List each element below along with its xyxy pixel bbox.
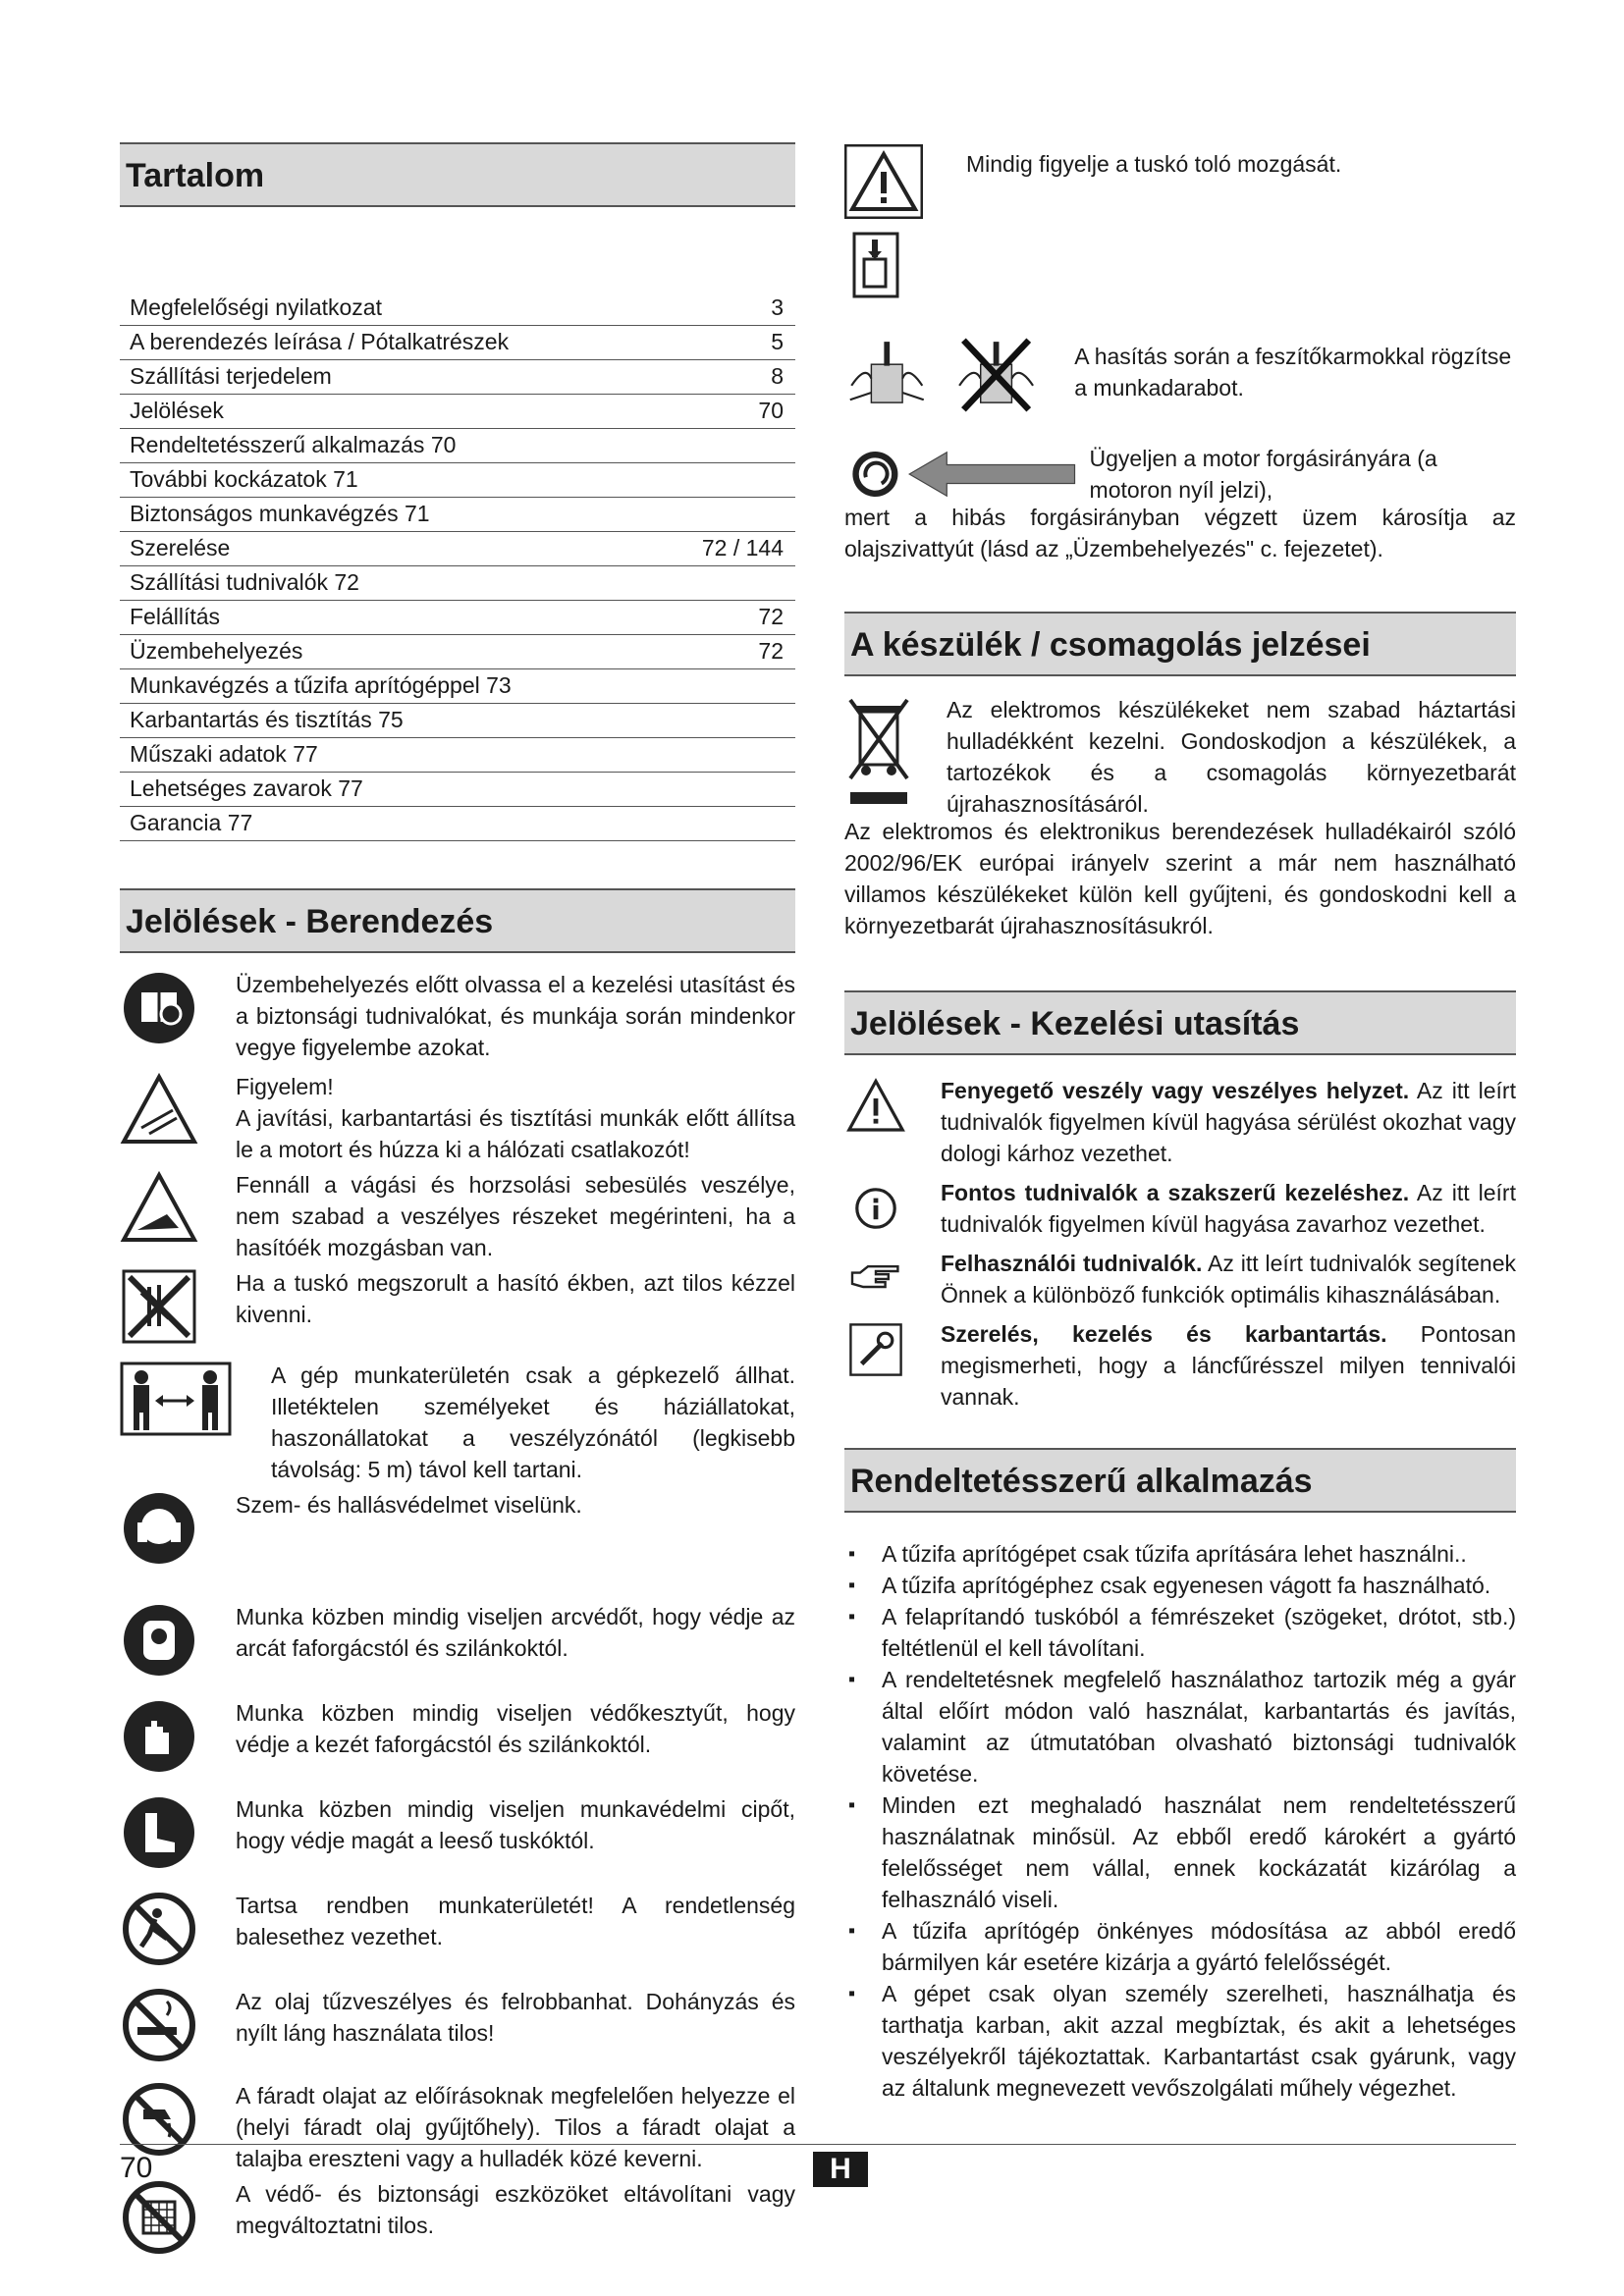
toc-entry-label: A berendezés leírása / Pótalkatrészek (130, 329, 510, 354)
manual-mark-text: Az itt leírt tudnivalók figyelmen kívül hagyása sérülést okozhat vagy dologi kárhoz vezethet. (941, 1078, 1516, 1166)
toc-entry[interactable] (120, 773, 795, 807)
manual-mark-text: Pontosan megismerheti, hogy a láncfűrésszel milyen tennivalói vannak. (941, 1321, 1516, 1410)
manual-mark-bold: Fontos tudnivalók a szakszerű kezeléshez. (941, 1180, 1410, 1205)
clamp-correct-icon (844, 321, 930, 429)
symbol-text: Tartsa rendben munkaterületét! A rendetlenség balesethez vezethet. (236, 1893, 795, 1949)
symbol-text: Munka közben mindig viseljen védőkesztyűt, hogy védje a kezét faforgácstól és szilánkoktól. (236, 1700, 795, 1757)
toc-entry[interactable] (120, 566, 795, 601)
no-guard-removal-icon (120, 2178, 198, 2257)
info-icon (844, 1177, 907, 1240)
toc-entry-label: Rendeltetésszerű alkalmazás 70 (130, 432, 457, 457)
toc-entry[interactable] (120, 326, 795, 360)
symbol-text: Üzembehelyezés előtt olvassa el a kezelési utasítást és a biztonsági tudnivalókat, és munkája során mindenkor vegye figyelembe azokat. (236, 972, 795, 1060)
toc-entry[interactable] (120, 601, 795, 635)
page-number: 70 (120, 2152, 153, 2184)
intended-use-list (844, 1538, 1516, 2104)
toc-title: Tartalom (120, 142, 795, 207)
symbol-heading: Figyelem! (236, 1074, 334, 1099)
warning-unplug-icon (120, 1071, 198, 1149)
toc-entry-page: 70 (758, 398, 784, 423)
toc-entry-label: Szállítási tudnivalók 72 (130, 569, 359, 595)
symbol-item (120, 1697, 795, 1776)
toc-entry[interactable] (120, 395, 795, 429)
toc-entry-label: Munkavégzés a tűzifa aprítógéppel 73 (130, 672, 512, 698)
toc-entry[interactable] (120, 429, 795, 463)
rotation-text-2: mert a hibás forgásirányban végzett üzem károsítja az olajszivattyút (lásd az „Üzembehelyezés" c. fejezetet). (844, 505, 1516, 561)
toc-entry-label: Lehetséges zavarok 77 (130, 775, 363, 801)
toc-entry[interactable] (120, 669, 795, 704)
intended-use-bullet: ▪ A rendeltetésnek megfelelő használathoz tartozik még a gyár által előírt módon való használat, karbantartás és javítás, valamint az útmutatóban olvasható biztonsági tudnivalók követése. (844, 1664, 1516, 1789)
toc-entry[interactable] (120, 292, 795, 326)
manual-marks-list (844, 1075, 1516, 1413)
rotation-text-1: Ügyeljen a motor forgásirányára (a motoron nyíl jelzi), (1089, 446, 1437, 503)
toc-entry-label: Megfelelőségi nyilatkozat (130, 294, 382, 320)
clamp-text: A hasítás során a feszítőkarmokkal rögzítse a munkadarabot. (1074, 344, 1512, 400)
no-hand-icon (120, 1267, 198, 1346)
directive-text: Az elektromos és elektronikus berendezések hulladékairól szóló 2002/96/EK európai irányelv szerint a már nem használható villamos készülékeket külön kell gyűjteni, és gondoskodni kell a környezetbarát újrahasznosításukról. (844, 819, 1516, 938)
toc-entry[interactable] (120, 635, 795, 669)
toc-list (120, 292, 795, 841)
symbol-text: Szem- és hallásvédelmet viselünk. (236, 1492, 582, 1518)
toc-entry-label: Biztonságos munkavégzés 71 (130, 501, 430, 526)
manual-mark-item (844, 1318, 1516, 1413)
toc-entry-label: Üzembehelyezés (130, 638, 303, 664)
no-trip-icon (120, 1890, 198, 1968)
weee-bin-icon (844, 694, 913, 812)
toc-entry[interactable] (120, 360, 795, 395)
footer-divider (120, 2144, 1516, 2145)
symbol-item (120, 1267, 795, 1346)
intended-use-bullet: ▪ A tűzifa aprítógéphez csak egyenesen vágott fa használható. (844, 1570, 1516, 1601)
toc-entry[interactable] (120, 463, 795, 498)
manual-marks-title: Jelölések - Kezelési utasítás (844, 990, 1516, 1055)
manual-mark-text: Az itt leírt tudnivalók segítenek Önnek a különböző funkciók optimális kihasználásában. (941, 1251, 1516, 1308)
warning-icon (844, 1075, 907, 1138)
symbol-text: Munka közben mindig viseljen arcvédőt, hogy védje az arcát faforgácstól és szilánkoktól. (236, 1604, 795, 1661)
toc-entry[interactable] (120, 532, 795, 566)
warning-icon (844, 144, 923, 219)
toc-entry-label: Garancia 77 (130, 810, 253, 835)
symbol-item (120, 1169, 795, 1263)
symbol-item (120, 1601, 795, 1680)
symbol-text: Az olaj tűzveszélyes és felrobbanhat. Dohányzás és nyílt láng használata tilos! (236, 1989, 795, 2046)
symbol-text: A fáradt olajat az előírásoknak megfelelően helyezze el (helyi fáradt olaj gyűjtőhely). Tilos a fáradt olajat a talajba ereszteni vagy a hulladék közé keverni. (236, 2083, 795, 2171)
toc-entry-label: Felállítás (130, 604, 221, 629)
toc-entry[interactable] (120, 738, 795, 773)
weee-text: Az elektromos készülékeket nem szabad háztartási hulladékként kezelni. Gondoskodjon a készülékek, a tartozékok és a csomagolás környezetbarát újrahasznosításáról. (947, 697, 1516, 817)
right-column (844, 142, 1516, 2104)
toc-entry[interactable] (120, 498, 795, 532)
symbol-item (120, 1071, 795, 1165)
symbol-item (120, 969, 795, 1063)
symbol-item (120, 1489, 795, 1568)
safety-boots-icon (120, 1793, 198, 1872)
face-shield-icon (120, 1601, 198, 1680)
symbol-item (120, 1360, 795, 1485)
symbol-item (120, 2080, 795, 2174)
pointing-hand-icon (844, 1248, 907, 1310)
wrench-icon (844, 1318, 907, 1381)
intended-use-bullet: ▪ A tűzifa aprítógép önkényes módosítása az abból eredő bármilyen kár esetére kizárja a gyártó felelősségét. (844, 1915, 1516, 1978)
toc-entry-label: Szállítási terjedelem (130, 363, 332, 389)
motor-rotation-icon (850, 443, 900, 506)
intended-use-bullet: ▪ A tűzifa aprítógépet csak tűzifa aprítására lehet használni.. (844, 1538, 1516, 1570)
symbol-text: Fennáll a vágási és horzsolási sebesülés veszélye, nem szabad a veszélyes részeket megérinteni, ha a hasítóék mozgásban van. (236, 1172, 795, 1260)
no-oil-dump-icon (120, 2080, 198, 2159)
intended-use-bullet: ▪ A gépet csak olyan személy szerelheti, használhatja és tarthatja karban, akit azzal megbíztak, és akit a lehetséges veszélyekről tájékoztattak. Karbantartást csak gyárunk, vagy az általunk megnevezett vevőszolgálati műhely végezhet. (844, 1978, 1516, 2104)
symbol-item (120, 1986, 795, 2064)
intended-use-title: Rendeltetésszerű alkalmazás (844, 1448, 1516, 1513)
left-section-list (120, 969, 795, 2257)
toc-entry-page: 3 (771, 294, 784, 320)
toc-entry-page: 72 (758, 604, 784, 629)
ear-protection-icon (120, 1489, 198, 1568)
pusher-text: Mindig figyelje a tuskó toló mozgását. (966, 151, 1342, 177)
rotation-arrow-icon (906, 443, 1078, 506)
symbol-text: A javítási, karbantartási és tisztítási munkák előtt állítsa le a motort és húzza ki a hálózati csatlakozót! (236, 1105, 795, 1162)
manual-mark-item (844, 1075, 1516, 1169)
symbol-text: Ha a tuskó megszorult a hasító ékben, azt tilos kézzel kivenni. (236, 1270, 795, 1327)
log-pusher-icon (852, 232, 899, 298)
toc-entry[interactable] (120, 704, 795, 738)
manual-mark-bold: Felhasználói tudnivalók. (941, 1251, 1203, 1276)
symbol-text: A gép munkaterületén csak a gépkezelő állhat. Illetéktelen személyeket és háziállatokat, haszonállatokat a veszélyzónától (legkisebb távolság: 5 m) távol kell tartani. (271, 1362, 795, 1482)
toc-entry-page: 5 (771, 329, 784, 354)
clamp-wrong-icon (949, 321, 1042, 429)
symbol-text: Munka közben mindig viseljen munkavédelmi cipőt, hogy védje magát a leeső tuskóktól. (236, 1796, 795, 1853)
language-badge: H (813, 2152, 868, 2187)
symbol-item (120, 1793, 795, 1872)
toc-entry-page: 8 (771, 363, 784, 389)
toc-entry-label: Jelölések (130, 398, 224, 423)
manual-mark-item (844, 1248, 1516, 1310)
warning-cut-icon (120, 1169, 198, 1248)
left-column (120, 142, 795, 2257)
toc-entry-page: 72 (758, 638, 784, 664)
symbol-item (120, 2178, 795, 2257)
gloves-icon (120, 1697, 198, 1776)
toc-entry-page: 72 / 144 (701, 535, 784, 561)
toc-entry-label: Karbantartás és tisztítás 75 (130, 707, 404, 732)
intended-use-bullet: ▪ Minden ezt meghaladó használat nem rendeltetésszerű használatnak minősül. Az ebből eredő károkért a gyártó felelősséget nem vállal, ennek kockázatát kizárólag a felhasználó viseli. (844, 1789, 1516, 1915)
toc-entry-label: Szerelése (130, 535, 231, 561)
operator-distance-icon (120, 1360, 232, 1438)
manual-read-icon (120, 969, 198, 1047)
manual-mark-item (844, 1177, 1516, 1240)
no-smoking-icon (120, 1986, 198, 2064)
manual-mark-bold: Fenyegető veszély vagy veszélyes helyzet. (941, 1078, 1410, 1103)
intended-use-bullet: ▪ A felaprítandó tuskóból a fémrészeket (szögeket, drótot, stb.) feltétlenül el kell távolítani. (844, 1601, 1516, 1664)
toc-entry[interactable] (120, 807, 795, 841)
toc-entry-label: További kockázatok 71 (130, 466, 358, 492)
manual-mark-text: Az itt leírt tudnivalók figyelmen kívül hagyása zavarhoz vezethet. (941, 1180, 1516, 1237)
manual-mark-bold: Szerelés, kezelés és karbantartás. (941, 1321, 1387, 1347)
left-section-title: Jelölések - Berendezés (120, 888, 795, 953)
packaging-title: A készülék / csomagolás jelzései (844, 612, 1516, 676)
symbol-item (120, 1890, 795, 1968)
toc-entry-label: Műszaki adatok 77 (130, 741, 318, 767)
symbol-text: A védő- és biztonsági eszközöket eltávolítani vagy megváltoztatni tilos. (236, 2181, 795, 2238)
